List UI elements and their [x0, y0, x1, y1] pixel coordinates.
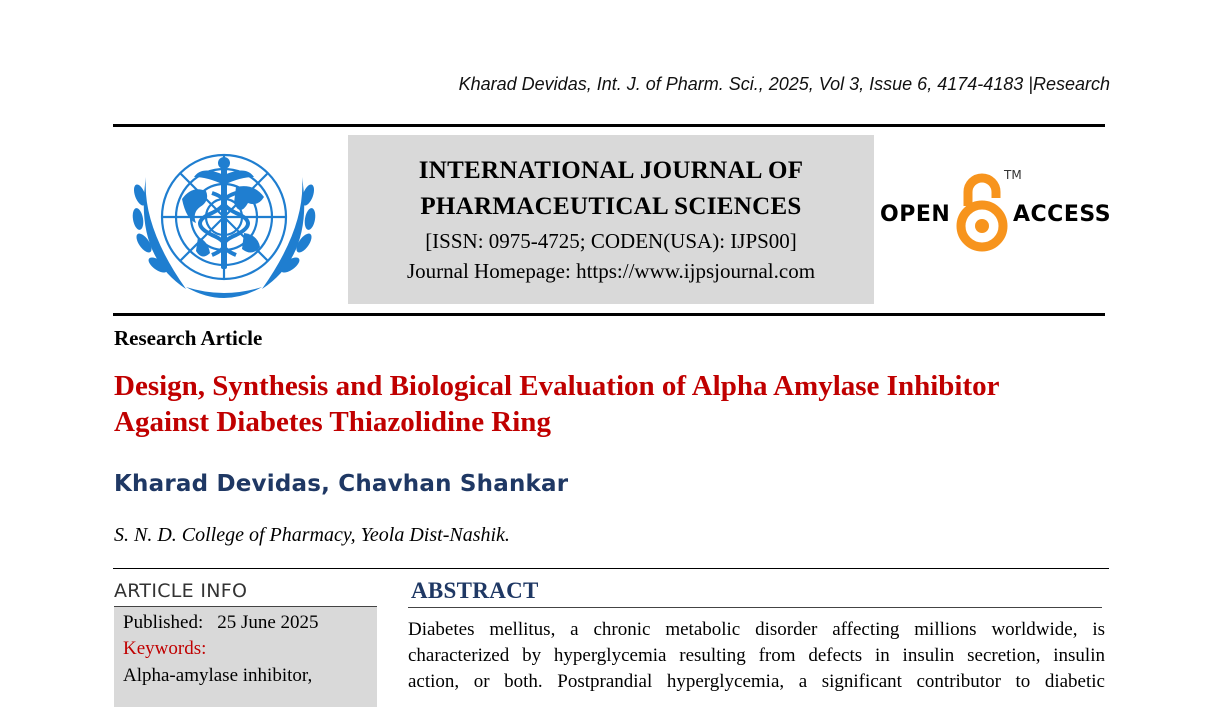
header-rule-bottom [113, 313, 1105, 316]
open-lock-icon [954, 168, 1010, 252]
journal-issn: [ISSN: 0975-4725; CODEN(USA): IJPS00] [425, 229, 797, 253]
published-label: Published: [123, 612, 204, 633]
article-info-heading: ARTICLE INFO [114, 580, 248, 602]
journal-title-line-1: INTERNATIONAL JOURNAL OF [418, 157, 804, 184]
journal-emblem-logo [124, 137, 324, 305]
open-access-access-text: ACCESS [1013, 202, 1112, 227]
article-authors: Kharad Devidas, Chavhan Shankar [114, 471, 569, 497]
journal-homepage: Journal Homepage: https://www.ijpsjournal.com [406, 259, 816, 283]
abstract-line: action, or both. Postprandial hyperglycemia, a significant contributor to diabetic [408, 671, 1105, 692]
journal-title [348, 153, 874, 225]
article-info-box [114, 607, 377, 707]
running-header: Kharad Devidas, Int. J. of Pharm. Sci., 2025, Vol 3, Issue 6, 4174-4183 |Research [458, 74, 1110, 94]
trademark-mark: TM [1004, 168, 1022, 182]
journal-title-line-2: PHARMACEUTICAL SCIENCES [420, 193, 802, 220]
abstract-line: Diabetes mellitus, a chronic metabolic disorder affecting millions worldwide, is [408, 619, 1105, 640]
article-title-line-1: Design, Synthesis and Biological Evaluation of Alpha Amylase Inhibitor [114, 370, 1000, 402]
author-affiliation: S. N. D. College of Pharmacy, Yeola Dist-Nashik. [114, 524, 510, 546]
published-row [123, 612, 319, 634]
globe-laurel-icon [124, 137, 324, 305]
keyword-item: Alpha-amylase inhibitor, [123, 665, 313, 686]
article-title-line-2: Against Diabetes Thiazolidine Ring [114, 406, 551, 438]
published-date: 25 June 2025 [217, 612, 319, 633]
journal-masthead [348, 135, 874, 304]
section-divider [113, 568, 1109, 569]
article-type: Research Article [114, 326, 263, 350]
header-rule-top [113, 124, 1105, 127]
article-title [114, 368, 1114, 440]
abstract-body [408, 617, 1105, 695]
abstract-line: characterized by hyperglycemia resulting from defects in insulin secretion, insulin [408, 645, 1105, 666]
open-access-open-text: OPEN [880, 202, 951, 227]
abstract-heading: ABSTRACT [411, 578, 539, 603]
abstract-underline [408, 607, 1102, 608]
open-access-logo [880, 168, 1110, 252]
keywords-label: Keywords: [123, 638, 207, 659]
